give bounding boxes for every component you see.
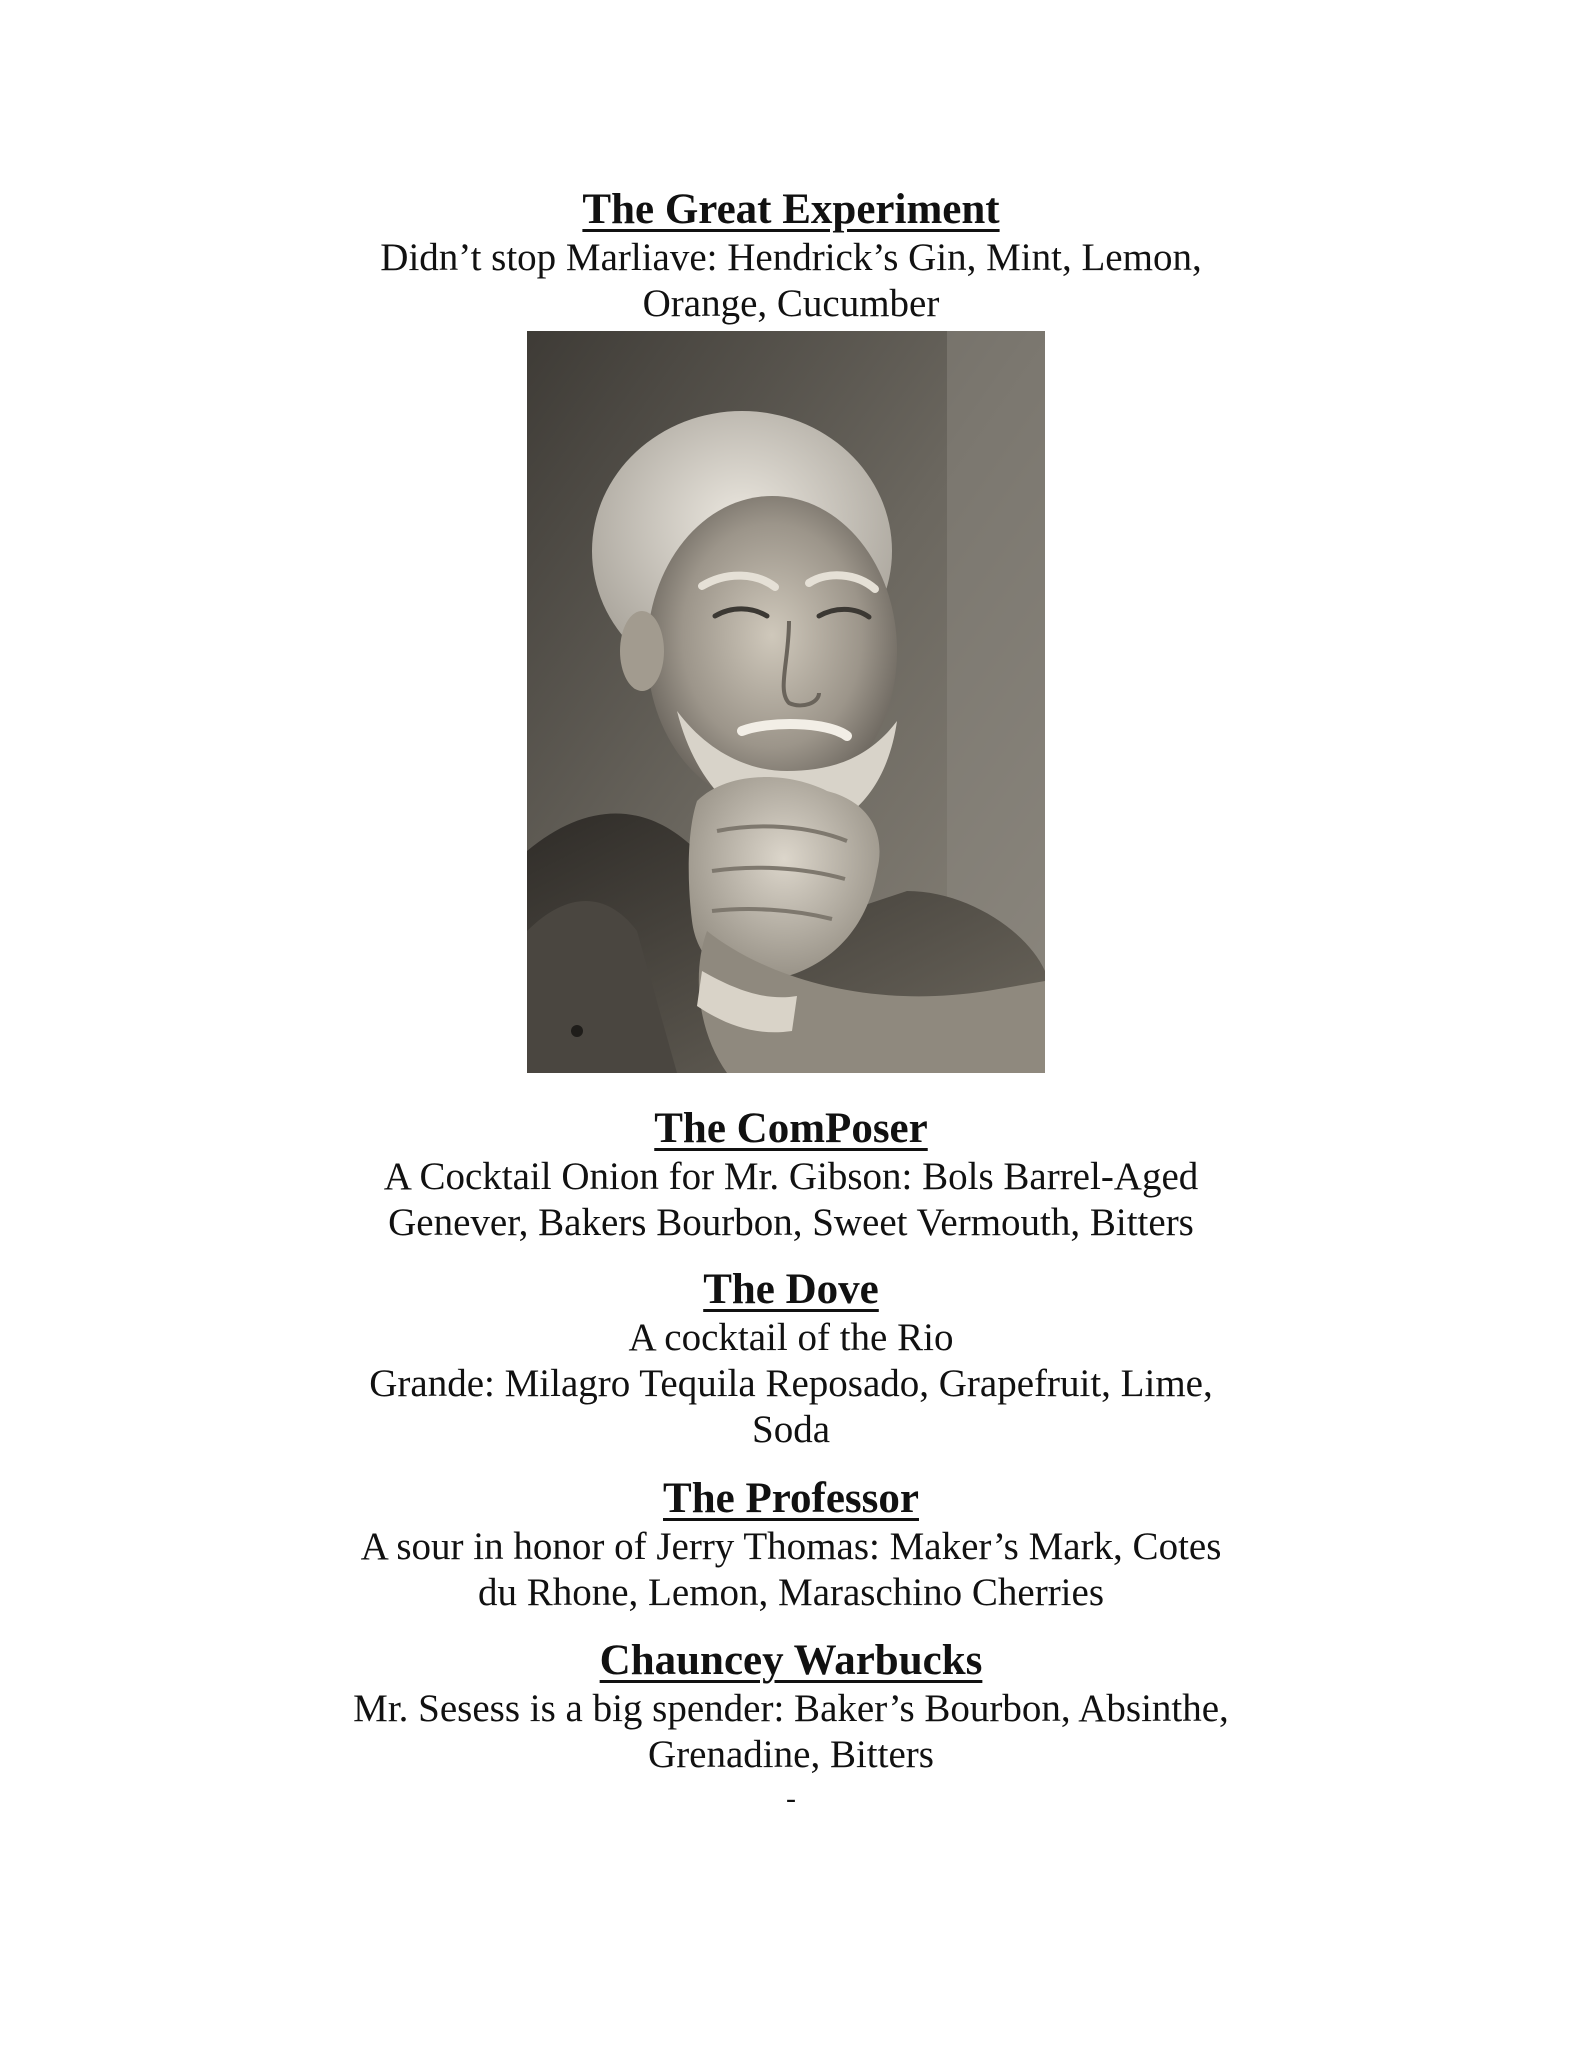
section-description-line: du Rhone, Lemon, Maraschino Cherries — [477, 1571, 1105, 1614]
section-description-line: Grande: Milagro Tequila Reposado, Grapefruit, Lime, — [369, 1362, 1213, 1405]
section-title: The Dove — [703, 1266, 879, 1313]
section-chauncey-warbucks — [291, 1636, 1291, 1778]
section-composer — [291, 1104, 1291, 1246]
section-description-line: Genever, Bakers Bourbon, Sweet Vermouth, Bitters — [388, 1201, 1194, 1244]
section-description-line: Mr. Sesess is a big spender: Baker’s Bourbon, Absinthe, — [353, 1687, 1229, 1730]
section-description-line: A Cocktail Onion for Mr. Gibson: Bols Barrel-Aged — [383, 1155, 1199, 1198]
section-description-line: A sour in honor of Jerry Thomas: Maker’s Mark, Cotes — [360, 1525, 1222, 1568]
section-professor — [291, 1474, 1291, 1616]
section-title: Chauncey Warbucks — [599, 1637, 983, 1684]
section-great-experiment — [291, 185, 1291, 327]
section-description-line: A cocktail of the Rio — [628, 1316, 954, 1359]
section-description-line: Soda — [752, 1408, 830, 1451]
portrait-photo — [527, 331, 1045, 1073]
section-description-line: Grenadine, Bitters — [648, 1733, 934, 1776]
section-description-line: Didn’t stop Marliave: Hendrick’s Gin, Mint, Lemon, — [380, 236, 1202, 279]
section-dove — [291, 1265, 1291, 1453]
section-title: The Great Experiment — [582, 186, 1000, 233]
section-title: The ComPoser — [654, 1105, 928, 1152]
section-title: The Professor — [663, 1475, 919, 1522]
trailing-dash: - — [786, 1782, 796, 1815]
section-description-line: Orange, Cucumber — [642, 282, 940, 325]
